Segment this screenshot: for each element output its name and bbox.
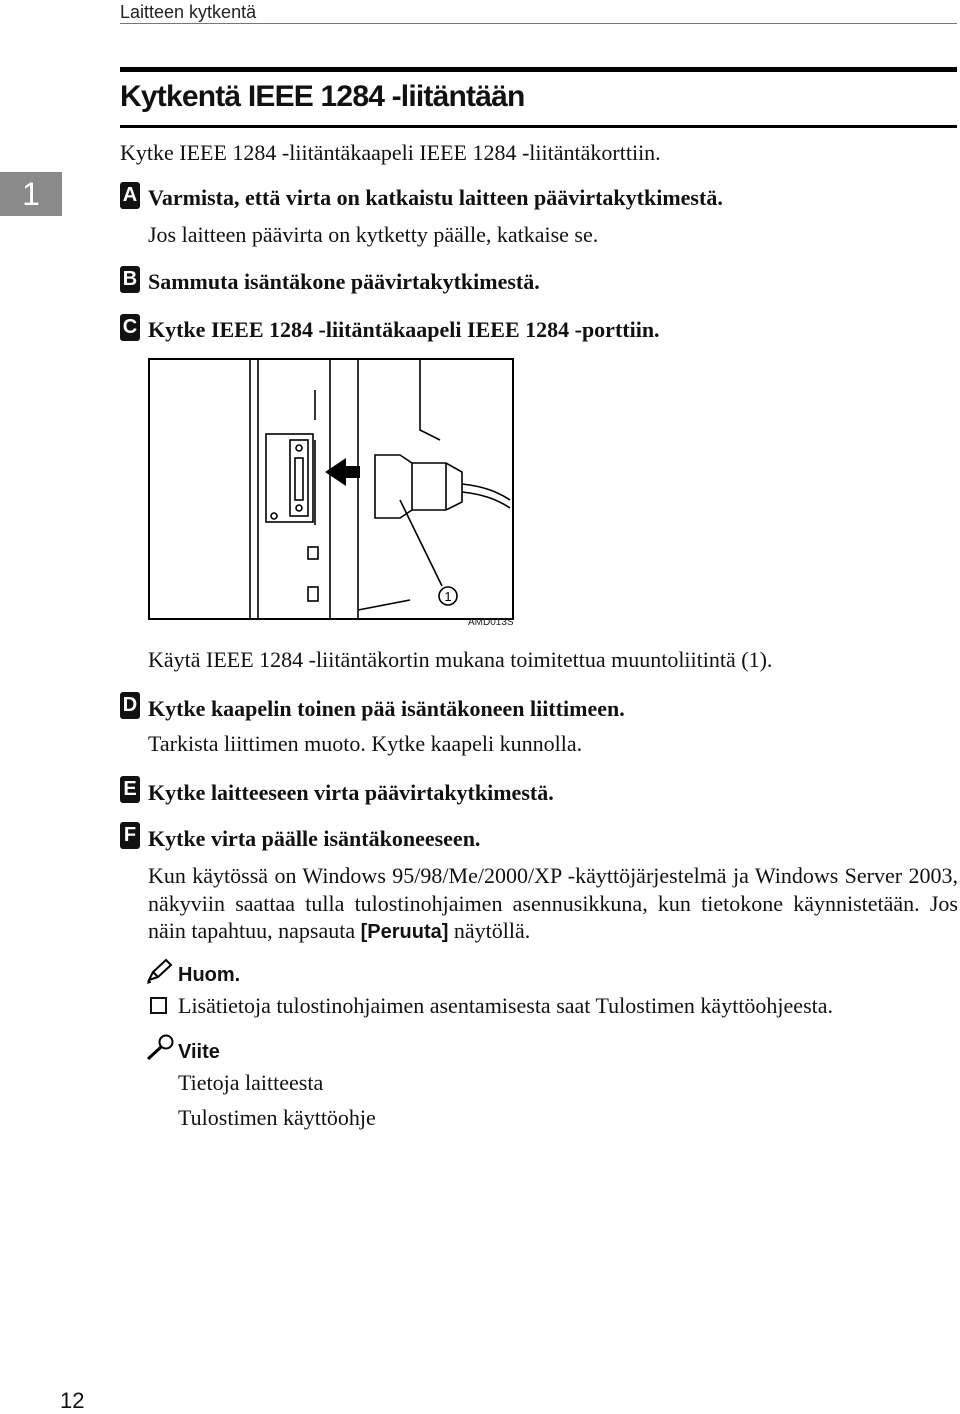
step-6-text-before: Kun käytössä on Windows 95/98/Me/2000/XP -käyttöjärjestelmä ja Windows Server 2003, näkyviin saattaa tulla tulostinohjaimen asennusikkuna, kun tietokone käynnistetään. Jos näin tapahtuu, napsauta — [148, 863, 958, 943]
reference-link[interactable]: Tulostimen käyttöohje — [178, 1105, 376, 1130]
connector-drawing — [150, 360, 512, 618]
page-number: 12 — [60, 1388, 85, 1413]
step-badge-3: C — [120, 314, 140, 341]
step-badge-5: E — [120, 776, 140, 803]
reference-heading: Viite — [178, 1041, 220, 1063]
note-heading: Huom. — [178, 964, 241, 986]
step-4-text: Kytke kaapelin toinen pää isäntäkoneen liittimeen. — [148, 696, 625, 721]
figure-caption: Käytä IEEE 1284 -liitäntäkortin mukana toimitettua muuntoliitintä (1). — [148, 647, 773, 672]
note-bullet-checkbox — [150, 997, 167, 1014]
title-rule-bottom — [120, 125, 957, 128]
step-3-text: Kytke IEEE 1284 -liitäntäkaapeli IEEE 1284 -porttiin. — [148, 317, 660, 342]
chapter-tab: 1 — [0, 172, 62, 216]
step-5-text: Kytke laitteeseen virta päävirtakytkimestä. — [148, 780, 554, 805]
step-1-detail: Jos laitteen päävirta on kytketty päälle, katkaise se. — [148, 222, 599, 247]
section-title: Kytkentä IEEE 1284 -liitäntään — [120, 80, 525, 113]
header-rule — [120, 23, 957, 24]
connection-illustration — [148, 358, 514, 620]
step-1-text: Varmista, että virta on katkaistu laitteen päävirtakytkimestä. — [148, 185, 723, 210]
step-badge-6: F — [120, 822, 140, 849]
step-6-paragraph — [148, 862, 958, 947]
magnifier-icon — [146, 1033, 176, 1066]
step-4-detail: Tarkista liittimen muoto. Kytke kaapeli kunnolla. — [148, 731, 583, 756]
step-6-text: Kytke virta päälle isäntäkoneeseen. — [148, 826, 481, 851]
step-2-text: Sammuta isäntäkone päävirtakytkimestä. — [148, 269, 540, 294]
note-item: Lisätietoja tulostinohjaimen asentamisesta saat Tulostimen käyttöohjeesta. — [178, 993, 834, 1018]
figure-code: AMD013S — [468, 617, 514, 628]
cancel-button-label: [Peruuta] — [360, 921, 449, 943]
intro-text: Kytke IEEE 1284 -liitäntäkaapeli IEEE 1284 -liitäntäkorttiin. — [120, 140, 661, 165]
step-badge-2: B — [120, 266, 140, 293]
callout-number: 1 — [444, 589, 452, 604]
running-header: Laitteen kytkentä — [120, 2, 257, 22]
step-badge-4: D — [120, 692, 140, 719]
step-badge-1: A — [120, 182, 140, 209]
pencil-icon — [146, 958, 174, 989]
reference-link[interactable]: Tietoja laitteesta — [178, 1070, 324, 1095]
step-6-text-after: näytöllä. — [448, 918, 531, 943]
title-rule-top — [120, 67, 957, 72]
